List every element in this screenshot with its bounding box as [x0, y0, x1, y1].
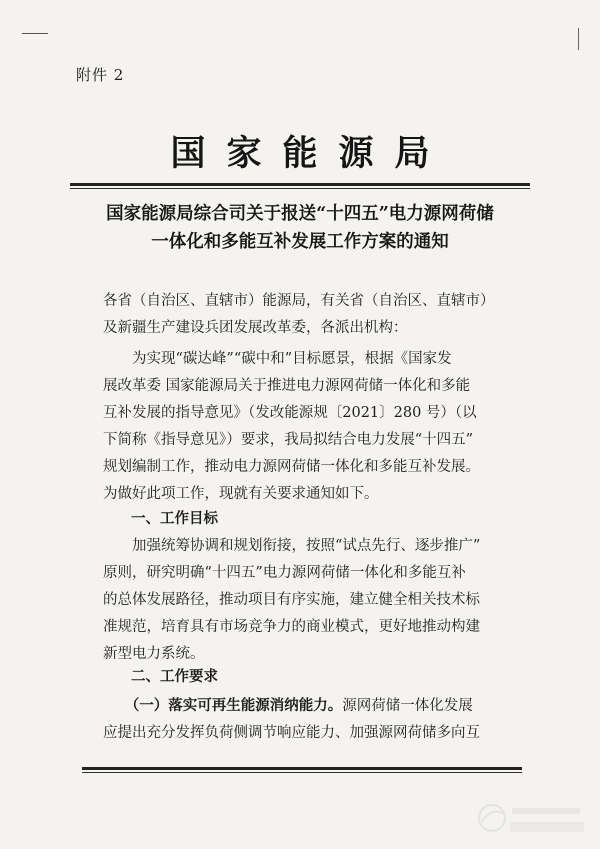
scan-mark — [578, 28, 579, 50]
salutation-line: 及新疆生产建设兵团发展改革委，各派出机构： — [103, 320, 408, 336]
salutation-line: 各省（自治区、直辖市）能源局，有关省（自治区、直辖市） — [103, 293, 495, 309]
intro-paragraph — [103, 346, 480, 508]
attachment-label: 附件 2 — [76, 66, 125, 84]
section-heading-goals: 一、工作目标 — [131, 510, 218, 527]
paragraph-line: 为实现“碳达峰”“碳中和”目标愿景，根据《国家发 — [103, 351, 452, 367]
paragraph-line: 规划编制工作，推动电力源网荷储一体化和多能互补发展。 — [103, 459, 480, 475]
goals-paragraph — [103, 533, 480, 668]
section-heading-requirements: 二、工作要求 — [131, 668, 218, 685]
paragraph-line: 下简称《指导意见》）要求，我局拟结合电力发展“十四五” — [103, 432, 474, 448]
paragraph-line: 为做好此项工作，现就有关要求通知如下。 — [103, 486, 379, 502]
agency-masthead: 国家能源局 — [170, 133, 451, 174]
footer-rule-thick — [82, 767, 522, 770]
document-title — [0, 200, 600, 256]
paragraph-line: 展改革委 国家能源局关于推进电力源网荷储一体化和多能 — [103, 378, 471, 394]
paragraph-line: 的总体发展路径，推动项目有序实施，建立健全相关技术标 — [103, 592, 480, 608]
title-line: 一体化和多能互补发展工作方案的通知 — [151, 232, 449, 252]
paragraph-line: 原则，研究明确“十四五”电力源网荷储一体化和多能互补 — [103, 565, 466, 581]
paragraph-line: 加强统筹协调和规划衔接，按照“试点先行、逐步推广” — [103, 538, 481, 554]
masthead-rule-thin — [70, 188, 530, 189]
title-line: 国家能源局综合司关于报送“十四五”电力源网荷储 — [106, 204, 494, 224]
paragraph-line: 互补发展的指导意见》（发改能源规〔2021〕280 号）（以 — [103, 405, 477, 421]
requirement-lead: （一）落实可再生能源消纳能力。 — [132, 697, 343, 714]
salutation — [103, 288, 495, 342]
paragraph-line: 准规范，培育具有市场竞争力的商业模式，更好地推动构建 — [103, 619, 480, 635]
paragraph-line — [103, 692, 480, 720]
requirement-text: 源网荷储一体化发展 — [342, 698, 473, 714]
masthead-rule-thick — [70, 183, 530, 186]
paragraph-line: 应提出充分发挥负荷侧调节响应能力、加强源网荷储多向互 — [103, 725, 480, 741]
scan-mark — [22, 33, 48, 34]
requirements-paragraph — [103, 692, 480, 747]
watermark-logo-icon — [470, 800, 588, 842]
footer-rule-thin — [82, 772, 522, 773]
paragraph-line: 新型电力系统。 — [103, 646, 205, 662]
